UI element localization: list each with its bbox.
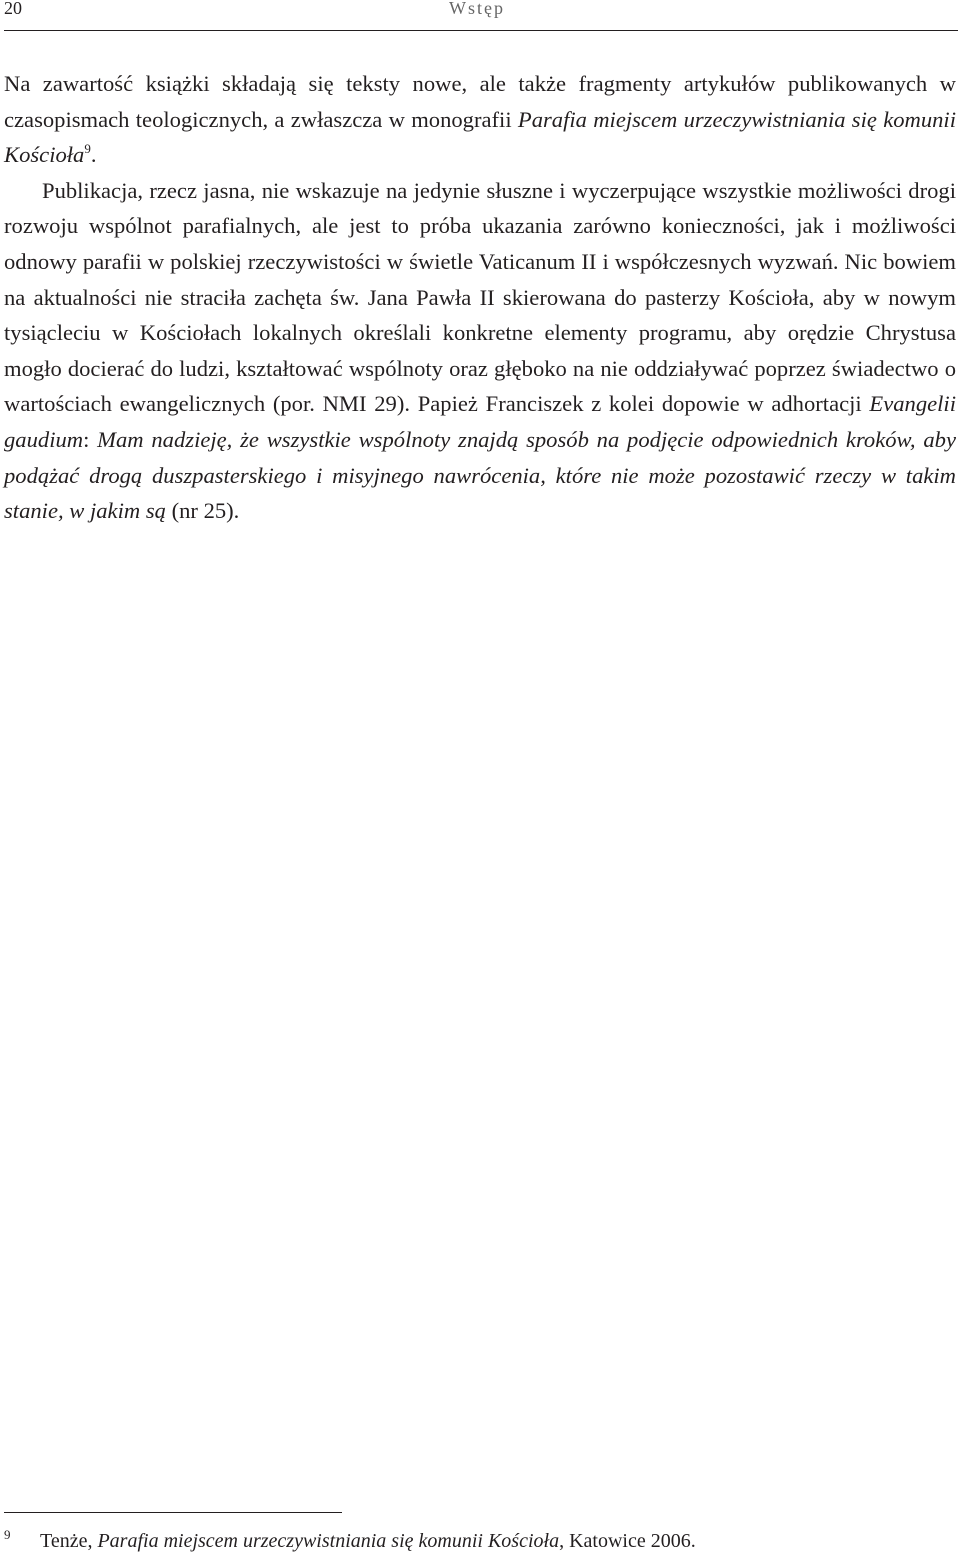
header-rule (4, 30, 958, 31)
paragraph-2-italic-doc: Evangelii gaudium (4, 391, 956, 452)
footnote-rule (4, 1512, 342, 1513)
page-number: 20 (4, 0, 22, 18)
footnote-text-b: , Katowice 2006. (559, 1530, 696, 1552)
footnote-text-a: Tenże, (40, 1530, 98, 1552)
paragraph-1-italic-title: Parafia miejscem urzeczywistniania się komunii Kościoła (4, 106, 956, 168)
paragraph-2-text-b: : (83, 426, 98, 452)
footnote-reference[interactable]: 9 (84, 141, 91, 157)
paragraph-2-italic-quote: Mam nadzieję, że wszystkie wspólnoty znajdą sposób na podjęcie odpowiednich kroków, aby podążać drogą duszpasterskiego i misyjnego nawrócenia, które nie może pozostawić rzeczy w takim stanie, w jakim są (4, 426, 956, 524)
paragraph-1-text-b: . (90, 142, 97, 168)
running-head: Wstęp (449, 0, 505, 18)
paragraph-2 (4, 173, 956, 529)
paragraph-1-text-a: Na zawartość książki składają się teksty nowe, ale także fragmenty artykułów publikowanych w czasopismach teologicznych, a zwłaszcza w monografii (4, 71, 956, 132)
footnote-italic-title: Parafia miejscem urzeczywistniania się komunii Kościoła (97, 1530, 560, 1552)
paragraph-1 (4, 66, 956, 173)
footnote: 9 Tenże, Parafia miejscem urzeczywistniania się komunii Kościoła, Katowice 2006. (4, 1527, 696, 1552)
page-header (0, 0, 960, 34)
paragraph-2-text-a: Publikacja, rzecz jasna, nie wskazuje na jedynie słuszne i wyczerpujące wszystkie możliwości drogi rozwoju wspólnot parafialnych, ale jest to próba ukazania zarówno konieczności, jak i możliwości odnowy parafii w polskiej rzeczywistości w świetle Vaticanum II i współczesnych wyzwań. Nic bowiem na aktualności nie straciła zachęta św. Jana Pawła II skierowana do pasterzy Kościoła, aby w nowym tysiącleciu w Kościołach lokalnych określali konkretne elementy programu, aby orędzie Chrystusa mogło docierać do ludzi, kształtować wspólnoty oraz głęboko na nie oddziaływać poprzez świadectwo o wartościach ewangelicznych (por. NMI 29). Papież Franciszek z kolei dopowie w adhortacji (4, 177, 956, 417)
paragraph-2-text-c: (nr 25). (165, 498, 240, 524)
body-text (4, 66, 956, 529)
